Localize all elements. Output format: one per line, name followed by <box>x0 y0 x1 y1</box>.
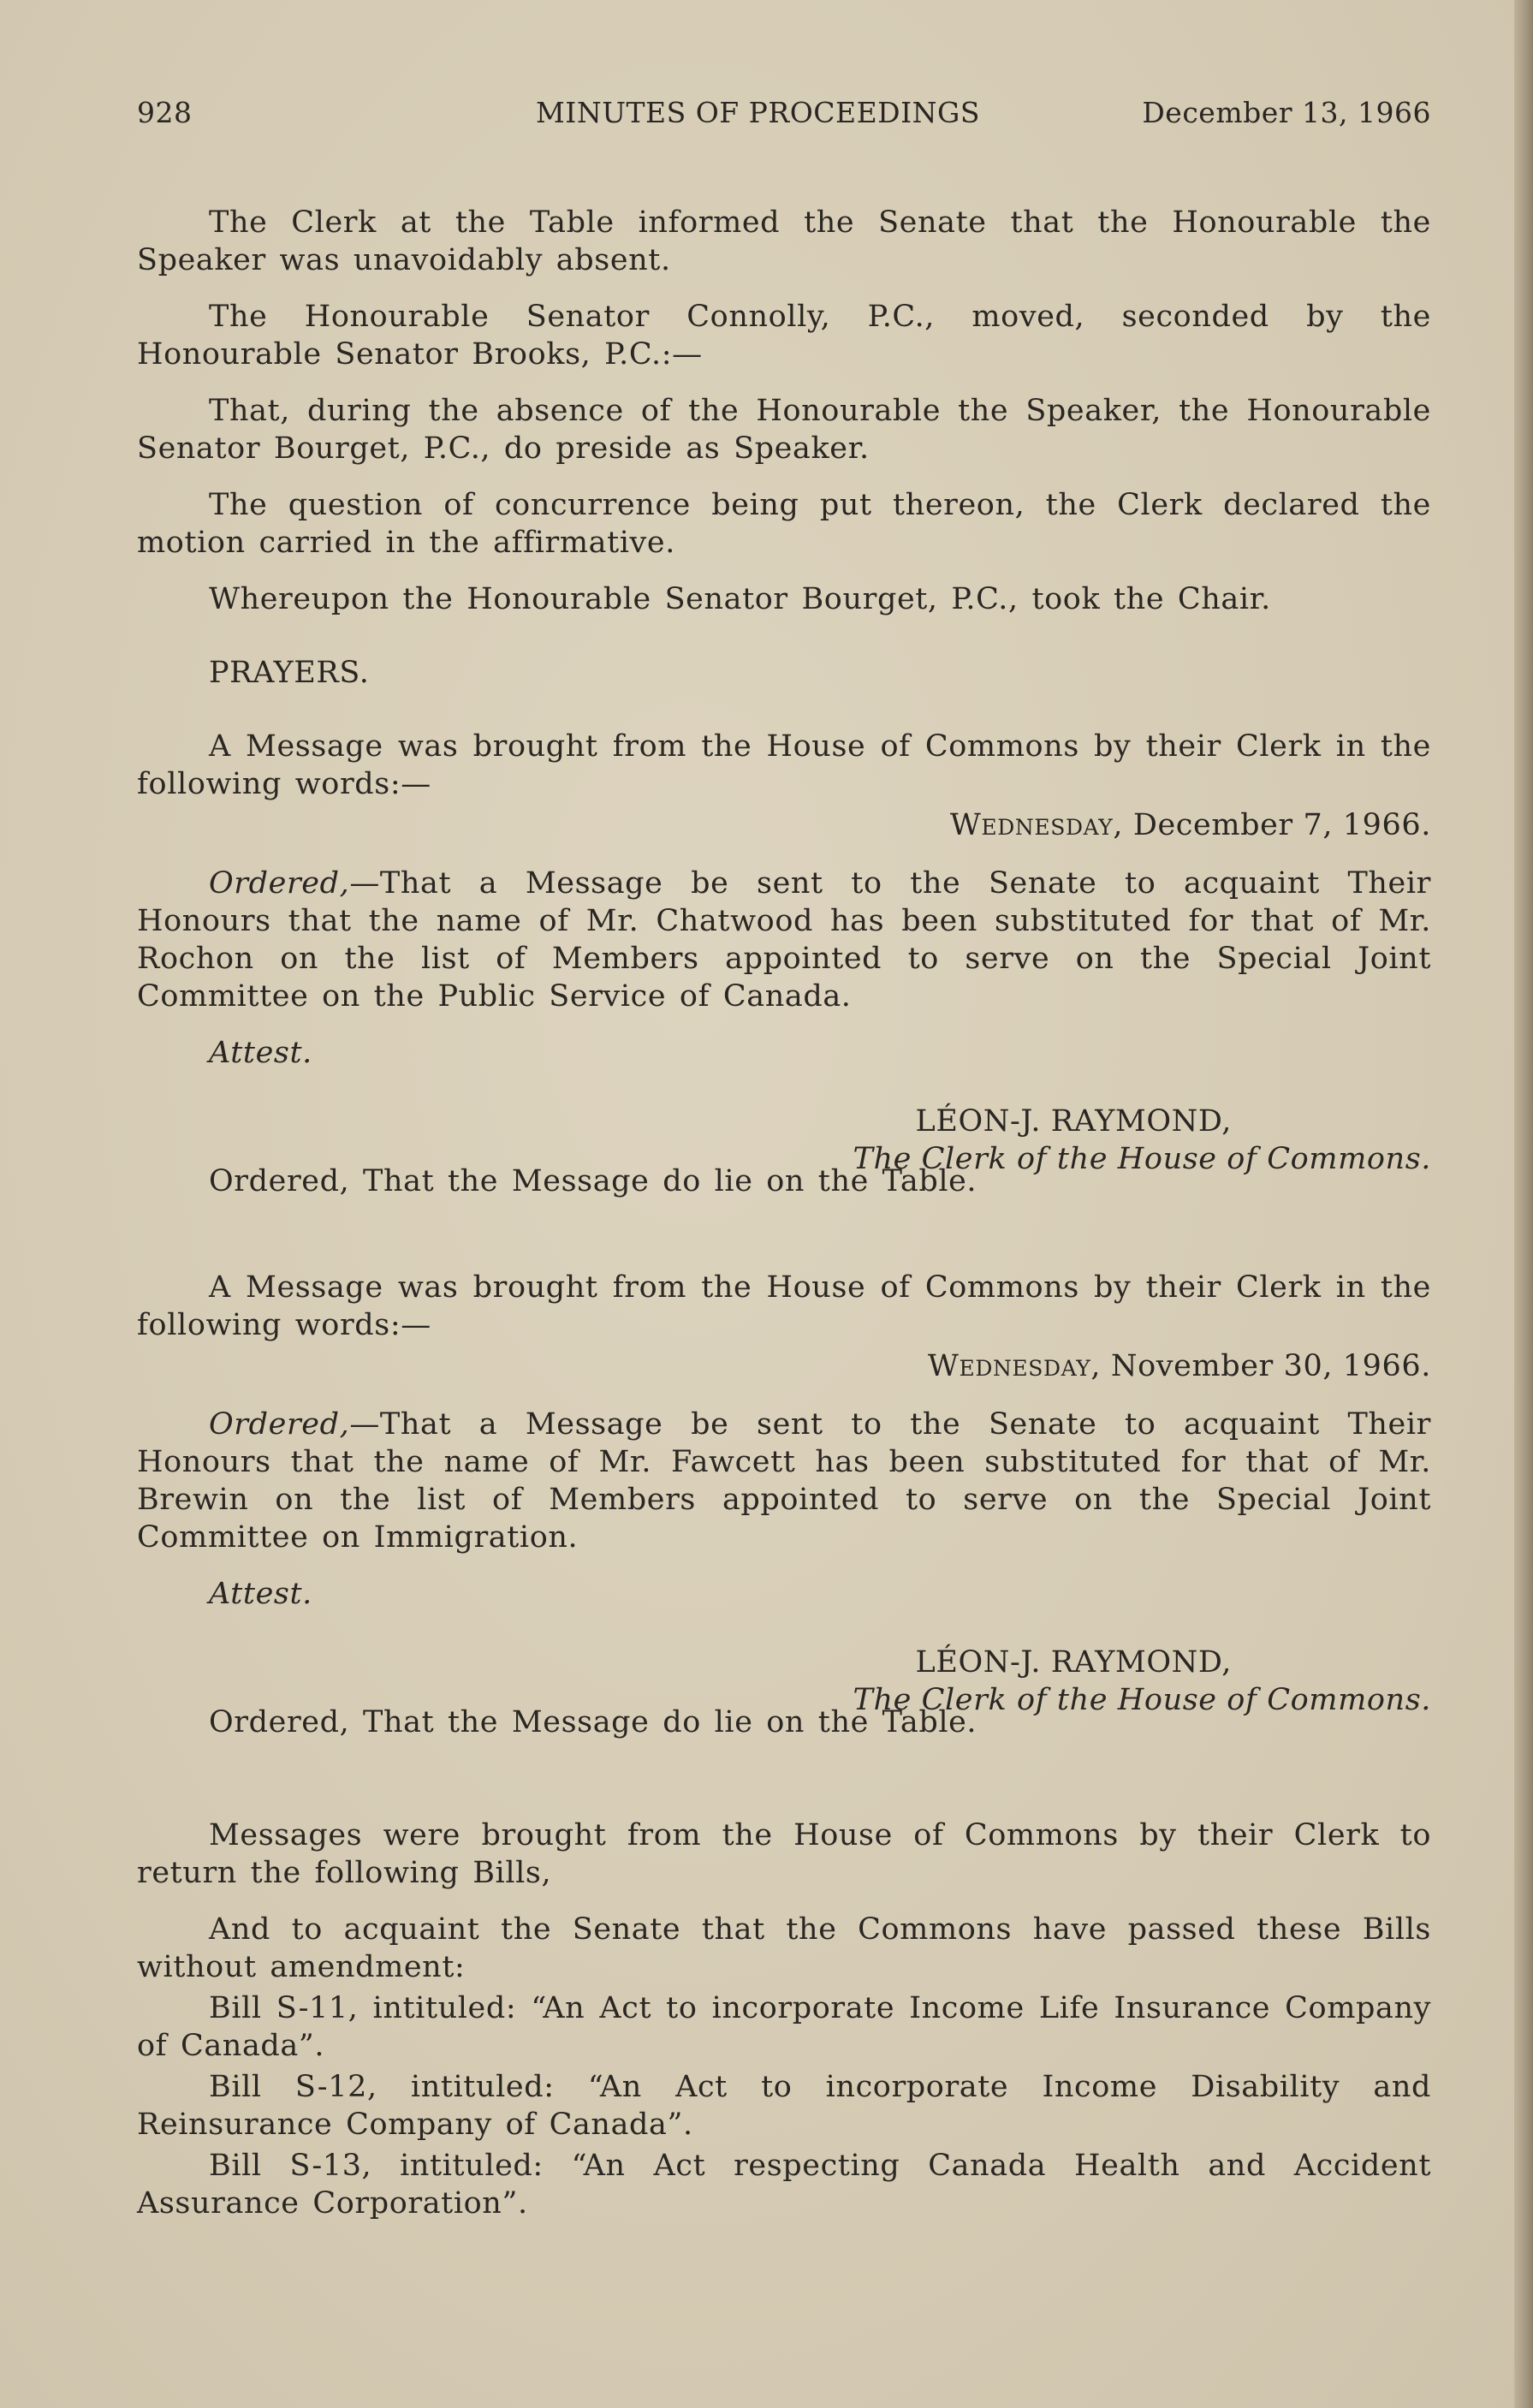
message2-signatory: LÉON-J. RAYMOND, <box>915 1645 1232 1680</box>
paragraph-clerk-informed: The Clerk at the Table informed the Senate that the Honourable the Speaker was unavoidably absent. <box>137 205 1431 277</box>
page-spine-shadow <box>1514 0 1533 2408</box>
message1-date-day: Wednesday <box>949 808 1114 842</box>
bill-s12: Bill S-12, intituled: “An Act to incorporate Income Disability and Reinsurance Company of Canada”. <box>137 2070 1431 2142</box>
message2-ordered-label: Ordered, <box>209 1407 350 1442</box>
message1-ordered-label: Ordered, <box>209 866 350 901</box>
paragraph-took-chair: Whereupon the Honourable Senator Bourget, P.C., took the Chair. <box>209 582 1271 616</box>
paragraph-prayers: PRAYERS. <box>209 656 370 690</box>
running-title: MINUTES OF PROCEEDINGS <box>536 96 981 129</box>
message2-ordered-text: —That a Message be sent to the Senate to acquaint Their Honours that the name of Mr. Fawcett has been substituted for that of Mr. Brewin on the list of Members appointed to serve on the Special Joint Committee on Immigration. <box>137 1407 1431 1555</box>
message2-date <box>928 1347 1431 1385</box>
message1-date <box>950 806 1431 844</box>
message2-date-day: Wednesday <box>927 1349 1091 1383</box>
paragraph-motion-text: That, during the absence of the Honourable the Speaker, the Honourable Senator Bourget, P.C., do preside as Speaker. <box>137 394 1431 466</box>
message2-ordered <box>137 1406 1431 1556</box>
message1-signatory-title: The Clerk of the House of Commons. <box>853 1142 1431 1176</box>
message1-intro: A Message was brought from the House of Commons by their Clerk in the following words:— <box>137 729 1431 801</box>
message2-closing: Ordered, That the Message do lie on the Table. <box>209 1705 977 1739</box>
message2-signatory-title: The Clerk of the House of Commons. <box>853 1683 1431 1717</box>
bills-acquaint: And to acquaint the Senate that the Commons have passed these Bills without amendment: <box>137 1912 1431 1984</box>
message2-attest: Attest. <box>209 1577 312 1611</box>
bills-intro: Messages were brought from the House of Commons by their Clerk to return the following Bills, <box>137 1818 1431 1890</box>
paragraph-motion-moved: The Honourable Senator Connolly, P.C., moved, seconded by the Honourable Senator Brooks, P.C.:— <box>137 300 1431 372</box>
paragraph-question-carried: The question of concurrence being put thereon, the Clerk declared the motion carried in the affirmative. <box>137 488 1431 560</box>
bill-s13: Bill S-13, intituled: “An Act respecting Canada Health and Accident Assurance Corporation”. <box>137 2149 1431 2221</box>
message1-date-rest: , December 7, 1966. <box>1113 808 1431 842</box>
message1-closing: Ordered, That the Message do lie on the Table. <box>209 1164 977 1198</box>
message2-date-rest: , November 30, 1966. <box>1090 1349 1431 1383</box>
message1-signatory: LÉON-J. RAYMOND, <box>915 1104 1232 1139</box>
message1-ordered-text: —That a Message be sent to the Senate to acquaint Their Honours that the name of Mr. Chatwood has been substituted for that of Mr. Rochon on the list of Members appointed to serve on the Special Joint Committee on the Public Service of Canada. <box>137 866 1431 1014</box>
message1-ordered <box>137 865 1431 1015</box>
running-header <box>137 96 1431 139</box>
bill-s11: Bill S-11, intituled: “An Act to incorporate Income Life Insurance Company of Canada”. <box>137 1991 1431 2063</box>
message2-intro: A Message was brought from the House of Commons by their Clerk in the following words:— <box>137 1270 1431 1342</box>
message1-attest: Attest. <box>209 1036 312 1070</box>
header-date: December 13, 1966 <box>1142 96 1431 129</box>
page-number: 928 <box>137 96 193 129</box>
